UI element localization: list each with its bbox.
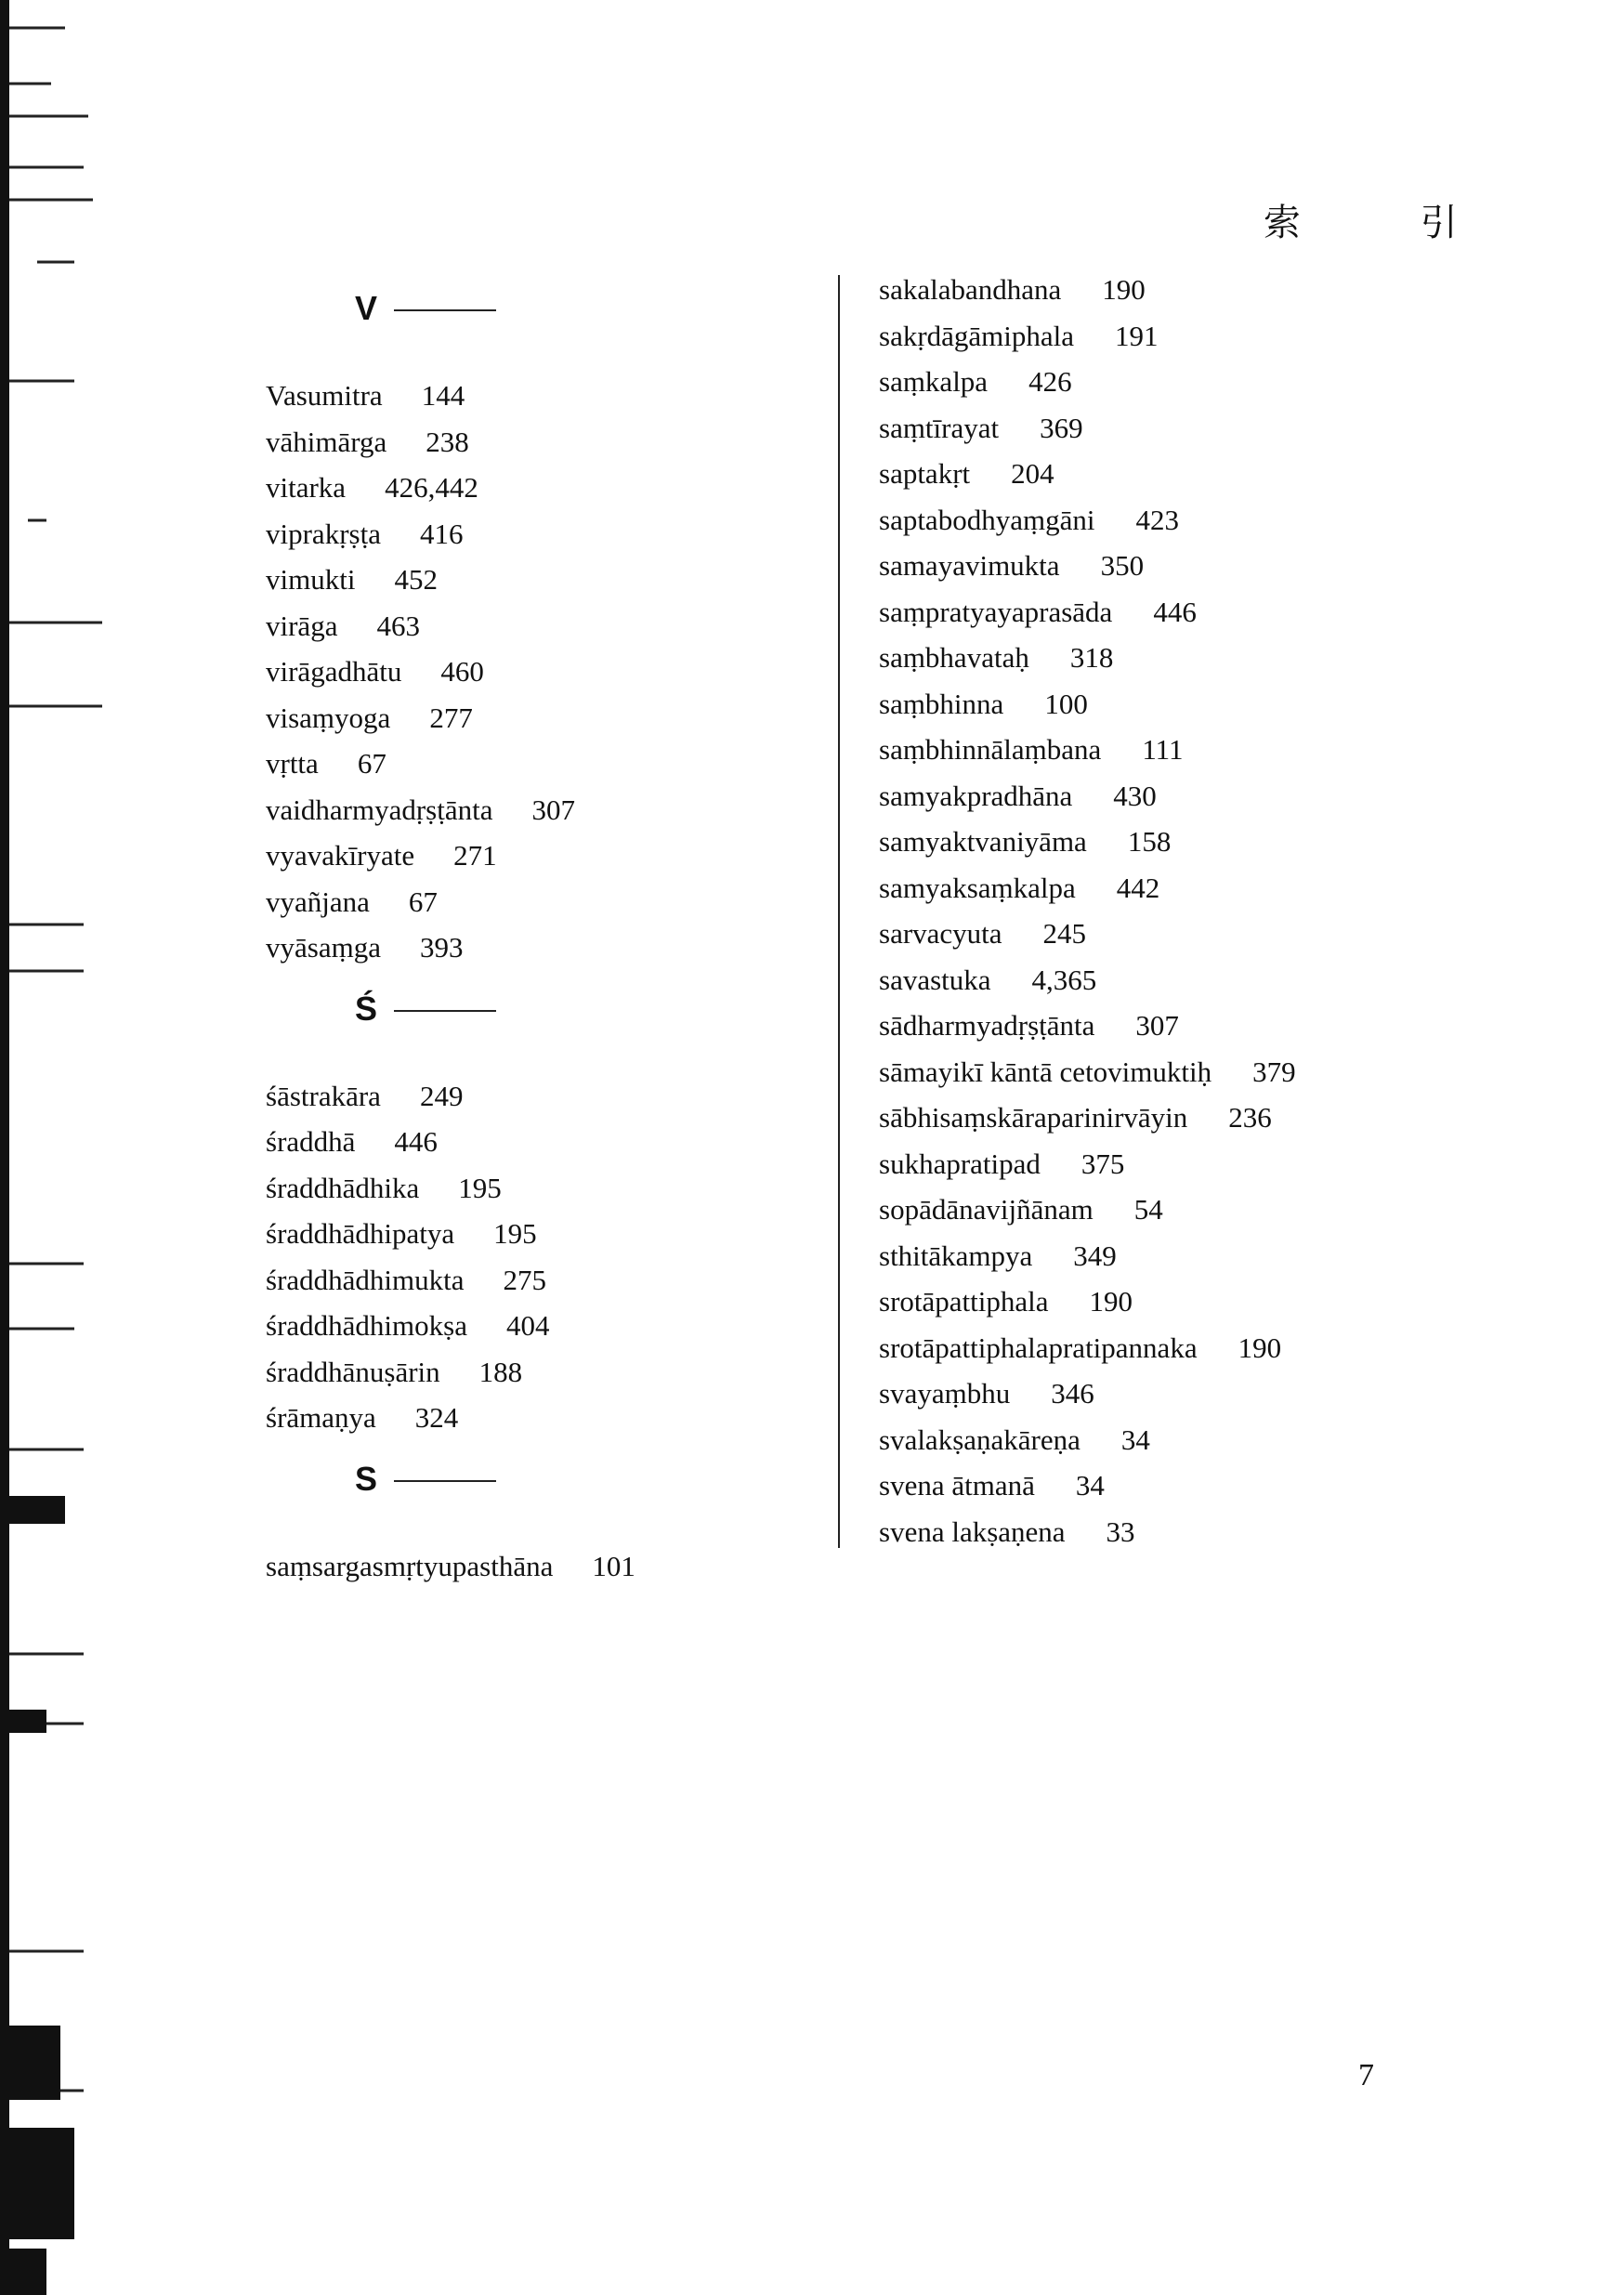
index-entry — [879, 1099, 1272, 1136]
index-term: śāstrakāra — [266, 1079, 381, 1112]
index-page-ref: 349 — [1073, 1239, 1117, 1272]
index-page-ref: 195 — [493, 1217, 537, 1250]
index-page-ref: 275 — [503, 1263, 547, 1296]
index-term: vyavakīryate — [266, 839, 415, 872]
index-page-ref: 416 — [419, 517, 464, 550]
index-page-ref: 158 — [1127, 825, 1172, 858]
index-entry — [879, 778, 1157, 815]
index-entry — [879, 1467, 1105, 1504]
index-page-ref: 346 — [1051, 1377, 1094, 1410]
index-term: samyaktvaniyāma — [879, 825, 1087, 858]
index-term: samayavimukta — [879, 549, 1060, 582]
index-term: sābhisaṃskāraparinirvāyin — [879, 1101, 1188, 1134]
index-page-ref: 460 — [440, 655, 484, 688]
section-letter: S — [355, 1459, 378, 1498]
index-entry — [266, 792, 575, 829]
index-entry — [266, 608, 420, 645]
index-page-ref: 111 — [1142, 733, 1184, 766]
column-divider — [838, 275, 840, 1548]
index-page-ref: 369 — [1040, 411, 1083, 444]
index-term: srotāpattiphala — [879, 1285, 1049, 1318]
index-term: śraddhādhimokṣa — [266, 1309, 467, 1342]
index-page-ref: 277 — [429, 701, 473, 734]
index-term: svayaṃbhu — [879, 1377, 1011, 1410]
index-page-ref: 379 — [1252, 1055, 1296, 1088]
index-page-ref: 191 — [1115, 319, 1159, 352]
index-term: samyakpradhāna — [879, 779, 1073, 812]
index-term: śraddhādhipatya — [266, 1217, 455, 1250]
index-entry — [879, 823, 1172, 860]
index-entry — [266, 1078, 464, 1115]
index-entry — [879, 915, 1087, 952]
index-term: svena ātmanā — [879, 1469, 1035, 1502]
index-term: virāgadhātu — [266, 655, 402, 688]
index-term: vitarka — [266, 471, 347, 504]
index-entry — [266, 1215, 537, 1252]
index-entry — [879, 1330, 1282, 1367]
index-entry — [266, 1354, 523, 1391]
index-term: saptakṛt — [879, 457, 971, 490]
index-term: saṃbhinnālaṃbana — [879, 733, 1102, 766]
index-term: saptabodhyaṃgāni — [879, 503, 1095, 536]
index-page-ref: 54 — [1133, 1193, 1163, 1226]
index-entry — [879, 1422, 1150, 1459]
section-letter: Ś — [355, 989, 378, 1028]
index-page-ref: 100 — [1044, 687, 1088, 720]
index-page-ref: 4,365 — [1031, 963, 1097, 996]
index-entry — [879, 410, 1083, 447]
section-rule — [394, 1480, 496, 1482]
index-entry — [266, 1307, 550, 1344]
index-term: saṃkalpa — [879, 365, 989, 398]
page-number: 7 — [1358, 2058, 1374, 2092]
index-page-ref: 452 — [394, 563, 438, 596]
index-entry — [879, 363, 1072, 400]
index-page-ref: 463 — [376, 609, 420, 642]
index-page-ref: 33 — [1106, 1515, 1135, 1548]
index-page-ref: 271 — [453, 839, 497, 872]
section-rule — [394, 1010, 496, 1012]
index-page-ref: 430 — [1113, 779, 1157, 812]
index-term: saṃbhinna — [879, 687, 1004, 720]
section-heading — [355, 288, 496, 329]
index-entry — [266, 1123, 438, 1161]
index-entry — [879, 594, 1197, 631]
index-entry — [266, 516, 464, 553]
index-entry — [266, 884, 438, 921]
index-page-ref: 426 — [1028, 365, 1072, 398]
index-entry — [879, 1514, 1135, 1551]
index-entry — [879, 1007, 1179, 1044]
index-page-ref: 190 — [1089, 1285, 1133, 1318]
index-entry — [266, 653, 484, 690]
index-term: saṃpratyayaprasāda — [879, 595, 1113, 628]
index-term: śraddhānuṣārin — [266, 1355, 440, 1388]
index-term: saṃtīrayat — [879, 411, 1000, 444]
index-term: sāmayikī kāntā cetovimuktiḥ — [879, 1055, 1212, 1088]
index-term: vyāsaṃga — [266, 931, 381, 964]
index-page-ref: 67 — [408, 885, 438, 918]
binding-edge-scan-artifact — [0, 0, 102, 2295]
index-entry — [879, 1283, 1133, 1320]
index-page-ref: 442 — [1116, 871, 1160, 904]
index-term: viprakṛṣṭa — [266, 517, 381, 550]
index-term: sarvacyuta — [879, 917, 1002, 950]
index-term: vṛtta — [266, 747, 319, 780]
index-page-ref: 426,442 — [385, 471, 478, 504]
index-page-ref: 404 — [505, 1309, 550, 1342]
index-term: sukhapratipad — [879, 1147, 1041, 1180]
index-term: saṃsargasmṛtyupasthāna — [266, 1549, 554, 1582]
index-entry — [266, 424, 469, 461]
index-entry — [879, 455, 1054, 492]
index-page-ref: 190 — [1102, 273, 1146, 306]
index-page-ref: 238 — [426, 425, 469, 458]
index-entry — [266, 929, 464, 966]
index-entry — [266, 377, 465, 414]
index-page-ref: 324 — [414, 1401, 459, 1434]
index-term: śrāmaṇya — [266, 1401, 376, 1434]
index-entry — [879, 1375, 1094, 1412]
index-page-ref: 34 — [1075, 1469, 1105, 1502]
index-entry — [879, 318, 1159, 355]
index-term: srotāpattiphalapratipannaka — [879, 1331, 1198, 1364]
index-term: śraddhā — [266, 1125, 356, 1158]
index-term: Vasumitra — [266, 379, 383, 412]
index-entry — [266, 745, 386, 782]
index-entry — [266, 700, 473, 737]
index-entry — [266, 1548, 635, 1585]
index-page-ref: 188 — [478, 1355, 523, 1388]
index-term: vāhimārga — [266, 425, 387, 458]
index-entry — [879, 1146, 1125, 1183]
index-page-ref: 446 — [394, 1125, 438, 1158]
index-page-ref: 249 — [419, 1079, 464, 1112]
index-term: sādharmyadṛṣṭānta — [879, 1009, 1095, 1042]
index-page-ref: 101 — [592, 1549, 635, 1582]
index-page-ref: 204 — [1011, 457, 1054, 490]
index-entry — [879, 731, 1184, 768]
index-page-ref: 245 — [1042, 917, 1087, 950]
section-heading — [355, 1459, 496, 1500]
index-entry — [266, 837, 497, 874]
running-head: 索 引 — [1264, 202, 1512, 244]
index-page-ref: 34 — [1120, 1423, 1150, 1456]
index-entry — [266, 1399, 459, 1436]
index-page-ref: 236 — [1228, 1101, 1272, 1134]
index-term: svena lakṣaṇena — [879, 1515, 1066, 1548]
index-term: sakṛdāgāmiphala — [879, 319, 1075, 352]
section-rule — [394, 309, 496, 311]
index-page-ref: 190 — [1238, 1331, 1282, 1364]
index-page-ref: 393 — [419, 931, 464, 964]
index-page-ref: 446 — [1153, 595, 1197, 628]
index-page-ref: 350 — [1100, 549, 1145, 582]
index-page-ref: 67 — [357, 747, 386, 780]
index-entry — [879, 870, 1160, 907]
index-term: śraddhādhika — [266, 1171, 420, 1204]
index-page-ref: 195 — [458, 1171, 502, 1204]
index-entry — [879, 686, 1088, 723]
section-letter: V — [355, 289, 378, 327]
index-term: sopādānavijñānam — [879, 1193, 1094, 1226]
index-term: vaidharmyadṛṣṭānta — [266, 793, 493, 826]
index-page-ref: 144 — [421, 379, 465, 412]
index-page-ref: 307 — [531, 793, 575, 826]
index-term: vyañjana — [266, 885, 370, 918]
index-term: virāga — [266, 609, 338, 642]
index-entry — [879, 962, 1097, 999]
index-entry — [879, 502, 1179, 539]
index-term: vimukti — [266, 563, 356, 596]
index-entry — [266, 1170, 502, 1207]
index-entry — [879, 271, 1146, 308]
index-term: samyaksaṃkalpa — [879, 871, 1076, 904]
index-term: sthitākampya — [879, 1239, 1033, 1272]
index-entry — [879, 1238, 1117, 1275]
index-entry — [879, 1191, 1163, 1228]
index-term: sakalabandhana — [879, 273, 1062, 306]
index-term: saṃbhavataḥ — [879, 641, 1029, 674]
index-entry — [879, 639, 1114, 676]
index-entry — [879, 1054, 1296, 1091]
index-page-ref: 318 — [1069, 641, 1114, 674]
index-entry — [879, 547, 1145, 584]
index-term: visaṃyoga — [266, 701, 391, 734]
index-page-ref: 423 — [1135, 503, 1179, 536]
index-entry — [266, 561, 438, 598]
index-term: śraddhādhimukta — [266, 1263, 465, 1296]
index-entry — [266, 1262, 547, 1299]
section-heading — [355, 989, 496, 1029]
index-term: savastuka — [879, 963, 991, 996]
index-entry — [266, 469, 478, 506]
index-page-ref: 307 — [1135, 1009, 1179, 1042]
index-page-ref: 375 — [1080, 1147, 1125, 1180]
index-term: svalakṣaṇakāreṇa — [879, 1423, 1080, 1456]
